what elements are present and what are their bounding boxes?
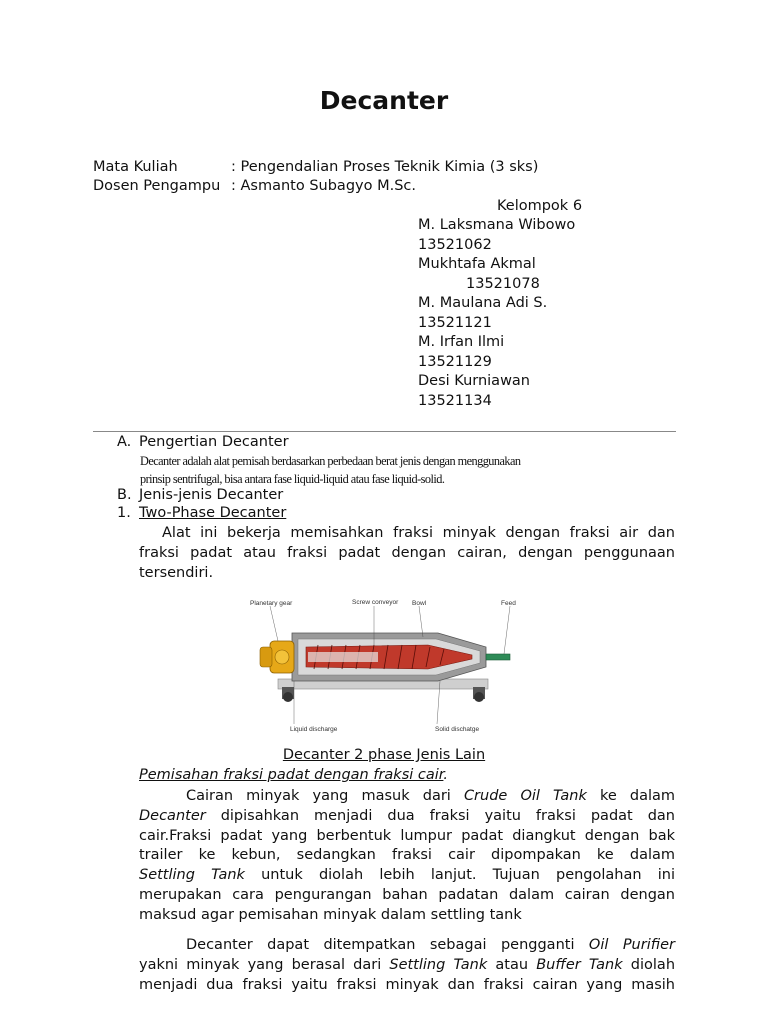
paragraph-line: Decanter dipisahkan menjadi dua fraksi yaitu fraksi padat dan (139, 807, 675, 824)
label-liquid-discharge: Liquid discharge (290, 726, 338, 733)
label-screw-conveyor: Screw conveyor (352, 599, 399, 606)
paragraph-line: Alat ini bekerja memisahkan fraksi minyak dengan fraksi air dan (162, 525, 675, 541)
label-feed: Feed (501, 600, 516, 607)
section-b1-body (139, 524, 675, 583)
member-nim: 13521078 (466, 276, 540, 292)
paragraph-line: cair.Fraksi padat yang berbentuk lumpur padat diangkut dengan bak (139, 827, 675, 844)
section-a-body-line: prinsip sentrifugal, bisa antara fase liquid-liquid atau fase liquid-solid. (140, 472, 445, 486)
group-name: Kelompok 6 (497, 198, 583, 214)
member-name: Mukhtafa Akmal (418, 256, 536, 272)
paragraph-line: Cairan minyak yang masuk dari Crude Oil Tank ke dalam (186, 788, 675, 804)
member-name: M. Maulana Adi S. (418, 295, 548, 311)
subheading-text: Pemisahan fraksi padat dengan fraksi cair (139, 767, 444, 783)
meta-value-lecturer: : Asmanto Subagyo M.Sc. (231, 178, 416, 194)
paragraph-line: Settling Tank untuk diolah lebih lanjut. Tujuan pengolahan ini (139, 867, 675, 884)
member-name: M. Laksmana Wibowo (418, 217, 576, 233)
paragraph-line: Decanter dapat ditempatkan sebagai pengganti Oil Purifier (186, 937, 675, 953)
section-a-title: Pengertian Decanter (139, 434, 289, 450)
subheading-suffix: . (443, 767, 449, 783)
paragraph-line: fraksi padat atau fraksi padat dengan cairan, dengan penggunaan (139, 544, 675, 561)
section-a-label: A. (117, 434, 132, 450)
section-b-title: Jenis-jenis Decanter (139, 487, 284, 503)
label-planetary-gear: Planetary gear (250, 600, 293, 607)
label-bowl: Bowl (412, 600, 427, 607)
paragraph-line: tersendiri. (139, 564, 214, 581)
meta-label-lecturer: Dosen Pengampu (93, 178, 221, 194)
section-a-body-line: Decanter adalah alat pemisah berdasarkan perbedaan berat jenis dengan menggunakan (140, 454, 521, 468)
subheading (139, 767, 448, 783)
paragraph-line: merupakan cara pengurangan bahan padatan dalam cairan dengan (139, 886, 675, 903)
member-nim: 13521121 (418, 315, 492, 331)
section-b1-label: 1. (117, 505, 131, 521)
meta-label-course: Mata Kuliah (93, 159, 178, 175)
paragraph-line: yakni minyak yang berasal dari Settling Tank atau Buffer Tank diolah (139, 956, 676, 973)
member-name: M. Irfan Ilmi (418, 334, 505, 350)
member-name: Desi Kurniawan (418, 373, 530, 389)
divider (93, 431, 676, 432)
page-title: Decanter (319, 86, 449, 115)
meta-value-course: : Pengendalian Proses Teknik Kimia (3 sks) (231, 159, 539, 175)
member-nim: 13521134 (418, 393, 492, 409)
paragraph-2 (139, 936, 675, 995)
section-b-label: B. (117, 487, 132, 503)
decanter-diagram (248, 597, 520, 737)
member-nim: 13521062 (418, 237, 492, 253)
label-solid-discharge: Solid dischatge (435, 726, 480, 733)
paragraph-line: trailer ke kebun, sedangkan fraksi cair dipompakan ke dalam (139, 847, 675, 864)
section-b1-title: Two-Phase Decanter (139, 505, 287, 521)
paragraph-1 (139, 787, 675, 926)
paragraph-line: maksud agar pemisahan minyak dalam settling tank (139, 906, 522, 923)
paragraph-line: menjadi dua fraksi yaitu fraksi minyak dan fraksi cairan yang masih (139, 976, 675, 993)
member-nim: 13521129 (418, 354, 492, 370)
figure-caption: Decanter 2 phase Jenis Lain (282, 747, 486, 763)
